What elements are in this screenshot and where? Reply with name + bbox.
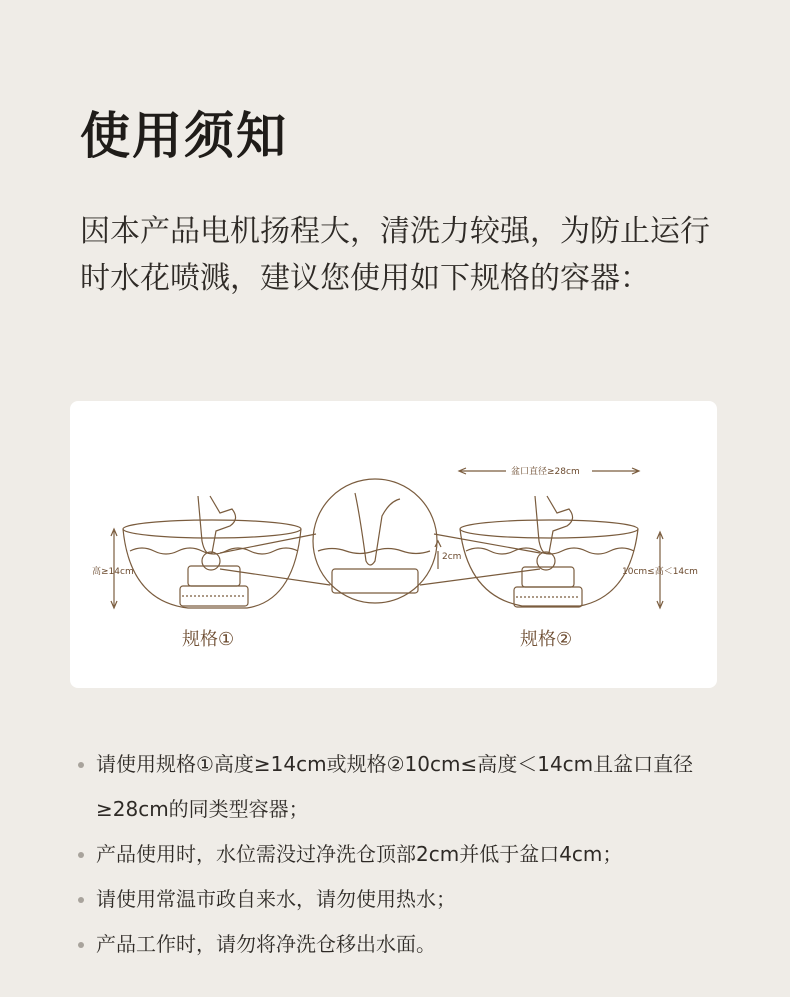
note-text: 产品工作时，请勿将净洗仓移出水面。 bbox=[96, 932, 436, 956]
rim-diameter-label: 盆口直径≥28cm bbox=[511, 467, 580, 477]
note-text: 请使用常温市政自来水，请勿使用热水； bbox=[96, 887, 456, 911]
spec2-label: 规格② bbox=[520, 629, 573, 650]
bullet-icon bbox=[78, 897, 84, 903]
bullet-icon bbox=[78, 942, 84, 948]
usage-notes-list bbox=[76, 742, 726, 967]
note-item bbox=[76, 922, 726, 967]
note-item bbox=[76, 877, 726, 922]
container-diagram bbox=[70, 401, 717, 688]
bullet-icon bbox=[78, 762, 84, 768]
page-title: 使用须知 bbox=[80, 107, 288, 165]
diagram-card bbox=[70, 401, 717, 688]
spec1-label: 规格① bbox=[182, 629, 235, 650]
zoom-detail bbox=[220, 479, 540, 603]
note-item bbox=[76, 832, 726, 877]
basin-spec1 bbox=[111, 496, 301, 608]
note-text: 产品使用时，水位需没过净洗仓顶部2cm并低于盆口4cm； bbox=[96, 842, 623, 866]
height-label-spec1: 高≥14cm bbox=[92, 567, 134, 577]
note-text: 请使用规格①高度≥14cm或规格②10cm≤高度＜14cm且盆口直径≥28cm的同类型容器； bbox=[96, 752, 694, 821]
note-item bbox=[76, 742, 726, 832]
basin-spec2 bbox=[459, 468, 663, 608]
bullet-icon bbox=[78, 852, 84, 858]
intro-paragraph: 因本产品电机扬程大，清洗力较强，为防止运行时水花喷溅，建议您使用如下规格的容器： bbox=[80, 214, 710, 296]
height-label-spec2: 10cm≤高＜14cm bbox=[622, 567, 698, 577]
depth-label: 2cm bbox=[442, 552, 462, 562]
